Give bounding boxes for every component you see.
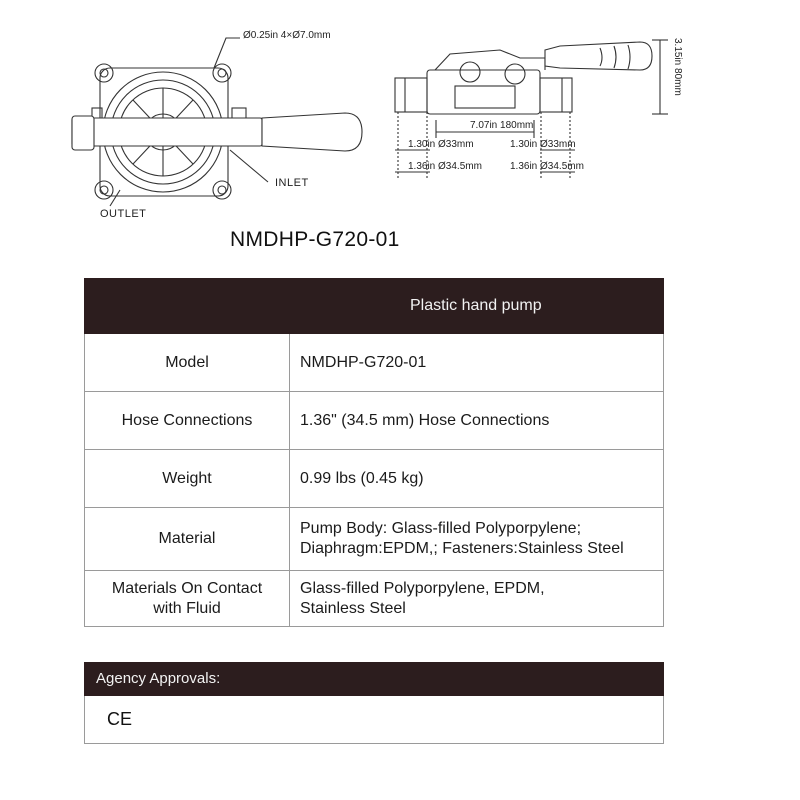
mounting-hole [213, 64, 231, 82]
table-row [85, 450, 664, 508]
table-row [85, 571, 664, 627]
row-value-line: Stainless Steel [300, 599, 406, 617]
spec-header-title: Plastic hand pump [290, 279, 664, 334]
right-port-inner-dimension: 1.30in Ø33mm [510, 139, 576, 150]
handle-side [545, 42, 652, 70]
row-value [290, 508, 664, 571]
body-window [455, 86, 515, 108]
table-row [85, 334, 664, 392]
inlet-label: INLET [275, 177, 309, 189]
left-port [395, 78, 427, 112]
pivot [505, 64, 525, 84]
left-port-outer-dimension: 1.36in Ø34.5mm [408, 161, 482, 172]
row-value: NMDHP-G720-01 [290, 334, 664, 392]
mounting-hole [95, 64, 113, 82]
spec-header-row [85, 279, 664, 334]
height-dimension: 3.15in 80mm [672, 38, 683, 96]
leader-line [214, 38, 240, 68]
right-port-outer-dimension: 1.36in Ø34.5mm [510, 161, 584, 172]
mounting-hole [213, 181, 231, 199]
pivot [460, 62, 480, 82]
row-label: Material [85, 508, 290, 571]
outlet-label: OUTLET [100, 208, 147, 220]
left-port-inner-dimension: 1.30in Ø33mm [408, 139, 474, 150]
mounting-hole-inner [218, 186, 226, 194]
lever-arm [72, 118, 262, 146]
row-label: Hose Connections [85, 392, 290, 450]
row-label [85, 571, 290, 627]
agency-approvals [84, 662, 664, 744]
row-value-line: Pump Body: Glass-filled Polyporpylene; [300, 520, 582, 537]
row-value [290, 571, 664, 627]
pump-top-view [72, 38, 362, 206]
row-value-line: Glass-filled Polyporpylene, EPDM, [300, 579, 545, 597]
lever-end-cap [72, 116, 94, 150]
row-label-line: with Fluid [153, 599, 221, 617]
pump-side-view [395, 40, 668, 178]
pump-technical-drawing [0, 0, 800, 230]
spec-table [84, 278, 664, 627]
lever-linkage [435, 50, 545, 70]
row-label: Model [85, 334, 290, 392]
spec-header-blank [85, 279, 290, 334]
right-port [540, 78, 572, 112]
mounting-hole-inner [218, 69, 226, 77]
leader-line [230, 150, 268, 182]
row-label-line: Materials On Contact [111, 579, 263, 597]
agency-value: CE [84, 696, 664, 744]
pump-body-side [427, 70, 540, 114]
row-value: 1.36" (34.5 mm) Hose Connections [290, 392, 664, 450]
mounting-hole [95, 181, 113, 199]
table-row [85, 392, 664, 450]
bolt-hole-dimension: Ø0.25in 4×Ø7.0mm [243, 30, 331, 41]
table-row [85, 508, 664, 571]
leader-line [110, 190, 120, 206]
agency-header: Agency Approvals: [84, 662, 664, 696]
row-value-line: Diaphragm:EPDM,; Fasteners:Stainless Steel [300, 540, 624, 557]
row-value: 0.99 lbs (0.45 kg) [290, 450, 664, 508]
handle-grip [262, 113, 362, 151]
row-label: Weight [85, 450, 290, 508]
model-title: NMDHP-G720-01 [230, 228, 400, 251]
length-dimension: 7.07in 180mm [470, 120, 534, 131]
